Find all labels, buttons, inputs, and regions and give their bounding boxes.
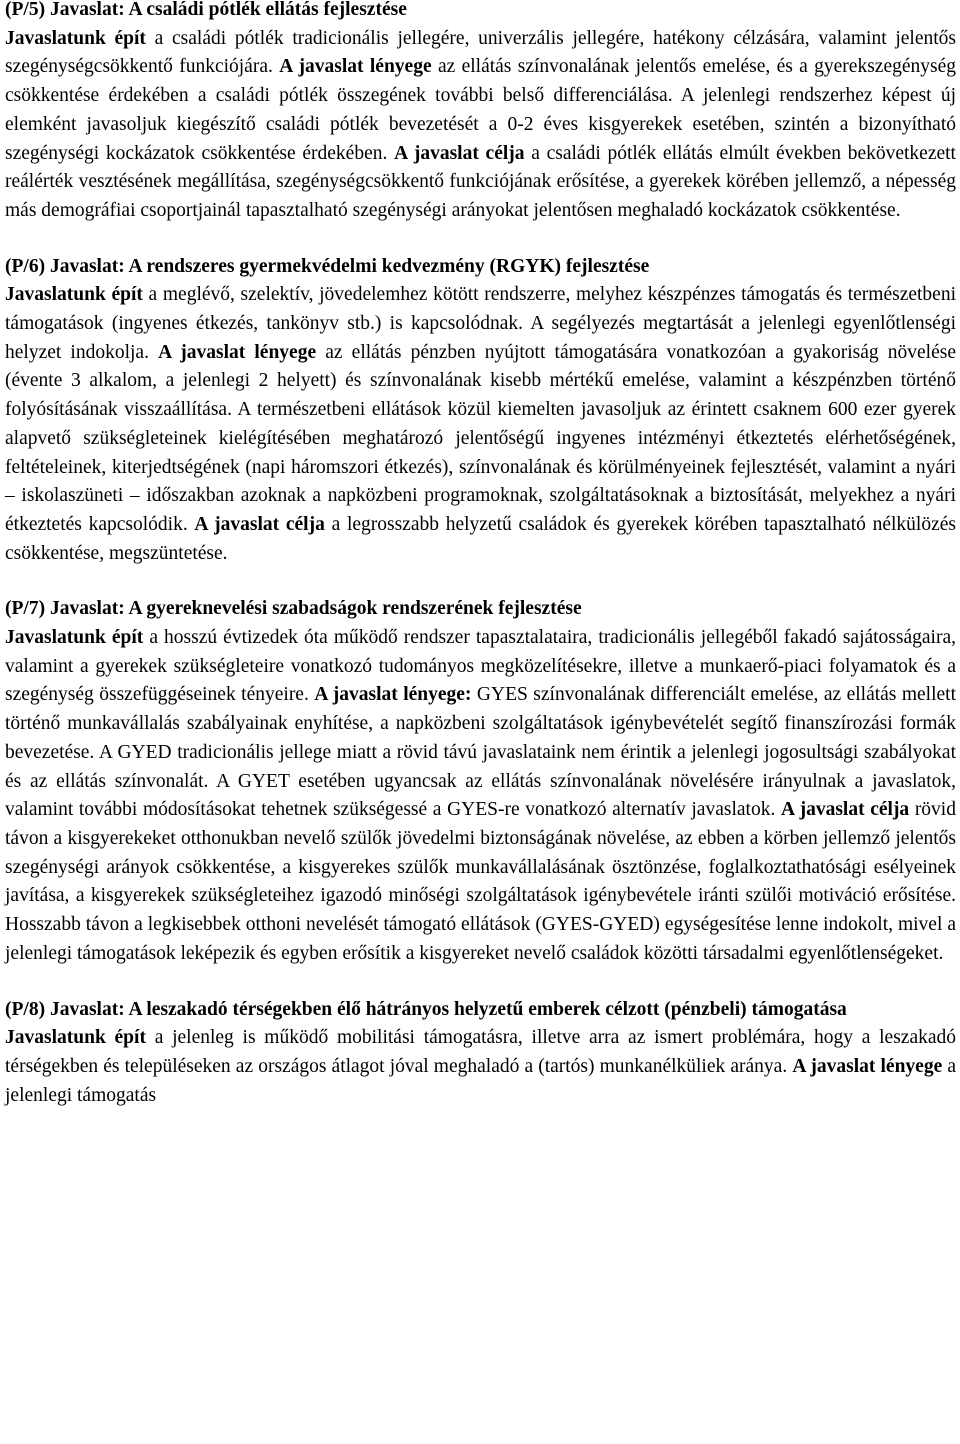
section-heading: (P/5) Javaslat: A családi pótlék ellátás fejlesztése	[5, 0, 407, 20]
body-text: a legrosszabb helyzetű családok és gyerekek körében tapasztalható nélkülözés csökkentése, megszüntetése.	[5, 513, 956, 564]
section-heading: (P/8) Javaslat: A leszakadó térségekben élő hátrányos helyzetű emberek célzott (pénzbeli) támogatása	[5, 998, 847, 1020]
bold-emphasis: A javaslat lényege:	[314, 684, 472, 706]
section-heading: (P/6) Javaslat: A rendszeres gyermekvédelmi kedvezmény (RGYK) fejlesztése	[5, 255, 650, 277]
section-paragraph	[5, 281, 956, 568]
bold-emphasis: Javaslatunk épít	[5, 284, 143, 306]
body-text: a meglévő, szelektív, jövedelemhez kötött rendszerre, melyhez készpénzes támogatás és természetbeni támogatások (ingyenes étkezés, tankönyv stb.) is kapcsolódnak. A segélyezés megtartását a jelenlegi egyenlőtlenségi helyzet indokolja.	[5, 284, 956, 363]
section-p6	[5, 253, 956, 569]
section-paragraph	[5, 25, 956, 226]
bold-emphasis: Javaslatunk épít	[5, 1027, 146, 1049]
body-text: GYES színvonalának differenciált emelése, az ellátás mellett történő munkavállalás szabályainak enyhítése, a napközbeni szolgáltatások igénybevételét segítő finanszírozási formák bevezetése. A GYED tradicionális jellege miatt a rövid távú javaslataink nem érintik a jelenlegi jogosultsági szabályokat és az ellátás színvonalát. A GYET esetében ugyancsak az ellátás színvonalának növelésére irányulnak a javaslatok, valamint további módosításokat tehetnek szükségessé a GYES-re vonatkozó alternatív javaslatok.	[5, 684, 957, 821]
bold-emphasis: A javaslat célja	[780, 799, 910, 821]
body-text: a jelenleg is működő mobilitási támogatásra, illetve arra az ismert problémára, hogy a leszakadó térségekben és településeken az országos átlagot jóval meghaladó a (tartós) munkanélküliek aránya.	[5, 1027, 957, 1077]
section-p7	[5, 595, 956, 968]
section-p5	[5, 0, 956, 226]
bold-emphasis: A javaslat lényege	[158, 341, 317, 363]
body-text: a családi pótlék tradicionális jellegére, univerzális jellegére, hatékony célzására, valamint jelentős szegénységcsökkentő funkciójára.	[5, 27, 956, 78]
body-text: a jelenlegi támogatás	[5, 1055, 957, 1106]
body-text: az ellátás pénzben nyújtott támogatására vonatkozóan a gyakoriság növelése (évente 3 alkalom, a jelenlegi 2 helyett) és színvonalának kisebb mértékű emelése, valamint a készpénzben történő folyósításának visszaállítása. A természetbeni ellátások közül kiemelten javasoljuk az érintett csaknem 600 ezer gyerek alapvető szükségleteinek kielégítésében meghatározó jelentőségű ingyenes intézményi étkeztetés elérhetőségének, feltételeinek, kiterjedtségének (napi háromszori étkezés), színvonalának és körülményeinek fejlesztését, valamint a nyári – iskolaszüneti – időszakban azoknak a napközbeni programoknak, szolgáltatásoknak a biztosítását, melyekhez a nyári étkeztetés kapcsolódik.	[5, 341, 956, 535]
section-paragraph	[5, 1024, 956, 1110]
bold-emphasis: Javaslatunk épít	[5, 627, 144, 649]
bold-emphasis: A javaslat lényege	[792, 1055, 943, 1077]
bold-emphasis: A javaslat célja	[394, 142, 525, 164]
bold-emphasis: A javaslat célja	[194, 513, 325, 535]
body-text: a hosszú évtizedek óta működő rendszer tapasztalataira, tradicionális jellegéből fakadó sajátosságaira, valamint a gyerekek szükségleteire vonatkozó tudományos megközelítésekre, illetve a munkaerő-piaci folyamatok és a szegénység összefüggéseinek tényeire.	[5, 627, 956, 706]
bold-emphasis: Javaslatunk épít	[5, 27, 146, 49]
body-text: a családi pótlék ellátás elmúlt években bekövetkezett reálérték vesztésének megállítása, szegénységcsökkentő funkciójának erősítése, a gyerekek körében jellemző, a népesség más demográfiai csoportjainál tapasztalható szegénységi arányokat jelentősen meghaladó kockázatok csökkentése.	[5, 142, 956, 221]
bold-emphasis: A javaslat lényege	[279, 56, 432, 78]
section-paragraph	[5, 624, 956, 968]
section-heading: (P/7) Javaslat: A gyereknevelési szabadságok rendszerének fejlesztése	[5, 598, 582, 620]
section-p8	[5, 996, 956, 1111]
body-text: az ellátás színvonalának jelentős emelése, és a gyerekszegénység csökkentése érdekében a családi pótlék összegének további belső differenciálása. A jelenlegi rendszerhez képest új elemként javasoljuk kiegészítő családi pótlék bevezetését a 0-2 éves kisgyerekek esetében, szintén a bizonyítható szegénységi kockázatok csökkentése érdekében.	[5, 56, 957, 164]
body-text: rövid távon a kisgyerekeket otthonukban nevelő szülők jövedelmi biztonságának növelése, az ebben a körben jellemző jelentős szegénységi arányok csökkentése, a kisgyerekes szülők munkavállalásának ösztönzése, foglalkoztathatósági esélyeinek javítása, a kisgyerekek szükségleteihez igazodó minőségi szolgáltatások igénybevétele iránti szülői motiváció erősítése. Hosszabb távon a legkisebbek otthoni nevelését támogató ellátások (GYES-GYED) egységesítése lenne indokolt, mivel a jelenlegi támogatások leképezik és egyben erősítik a kisgyereket nevelő családok közötti társadalmi egyenlőtlenségeket.	[5, 799, 956, 964]
